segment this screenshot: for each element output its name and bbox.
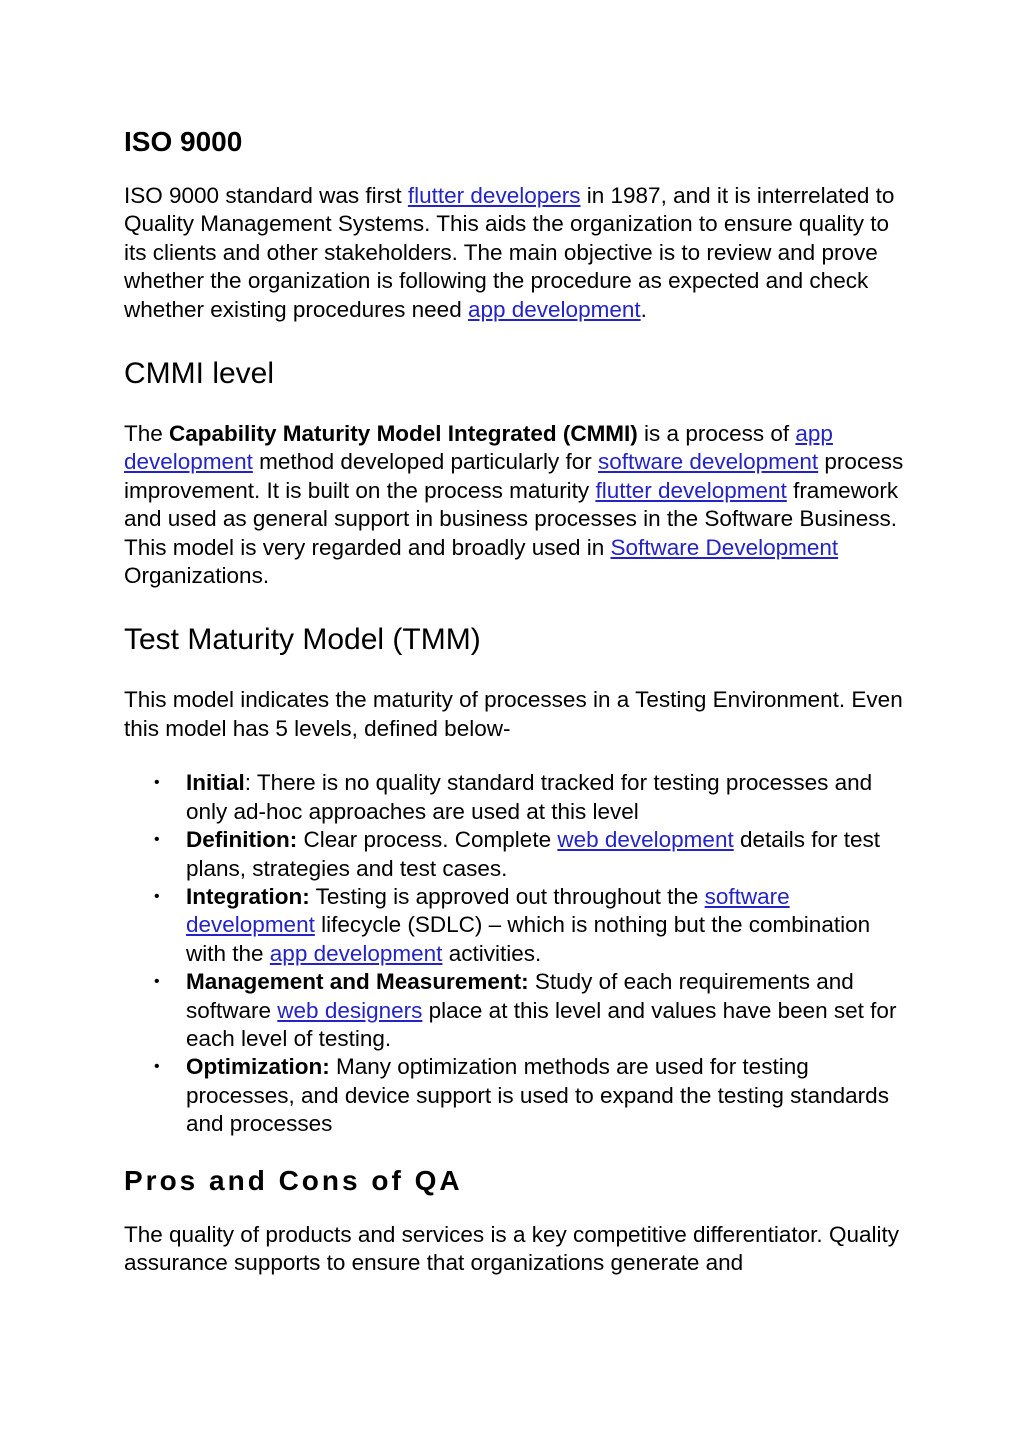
- iso-text-3: .: [640, 296, 647, 322]
- list-item: [124, 769, 914, 826]
- tmm-intro: This model indicates the maturity of processes in a Testing Environment. Even this model has 5 levels, defined below-: [124, 687, 903, 741]
- level-text: place at this level and values have been set for each level of testing.: [186, 997, 897, 1051]
- level-title: Optimization:: [186, 1054, 330, 1080]
- document-content: [124, 122, 914, 1277]
- level-title: Management and Measurement:: [186, 969, 529, 995]
- level-text: activities.: [442, 940, 542, 966]
- link-flutter-development[interactable]: flutter development: [595, 477, 787, 503]
- iso-heading: ISO 9000: [124, 126, 243, 157]
- link-app-development[interactable]: app development: [467, 296, 641, 322]
- level-text: lifecycle (SDLC) – which is nothing but the combination with the: [186, 912, 871, 966]
- level-text: Many optimization methods are used for testing processes, and device support is used to expand the testing standards and processes: [186, 1054, 889, 1137]
- cmmi-text-3: method developed particularly for: [252, 449, 599, 475]
- iso-text-1: ISO 9000 standard was first: [124, 183, 408, 208]
- cmmi-heading: CMMI level: [124, 357, 275, 391]
- level-text: Clear process. Complete: [297, 827, 558, 853]
- cmmi-paragraph: [124, 420, 914, 590]
- pros-cons-heading: Pros and Cons of QA: [124, 1164, 463, 1196]
- cmmi-text-1: The: [124, 421, 170, 447]
- cmmi-text-5: framework and used as general support in business processes in the Software Business. This model is very regarded and broadly used in: [124, 477, 899, 560]
- link-web-development[interactable]: web development: [557, 827, 734, 853]
- pros-paragraph: The quality of products and services is a key competitive differentiator. Quality assurance supports to ensure that organizations generate and: [124, 1221, 899, 1275]
- iso-paragraph: [124, 182, 914, 324]
- list-item: [124, 968, 914, 1053]
- link-app-development[interactable]: app development: [124, 421, 833, 475]
- level-title: Definition:: [186, 827, 298, 853]
- list-item: [124, 826, 914, 883]
- link-flutter-developers[interactable]: flutter developers: [407, 183, 581, 208]
- level-text: Study of each requirements and software: [186, 969, 854, 1023]
- level-text: details for test plans, strategies and test cases.: [186, 827, 881, 881]
- tmm-level-list: [124, 769, 914, 1138]
- level-title: Initial: [186, 770, 245, 796]
- cmmi-bold-term: Capability Maturity Model Integrated (CMMI): [169, 421, 638, 447]
- cmmi-text-4: process improvement. It is built on the process maturity: [124, 449, 904, 503]
- cmmi-text-6: Organizations.: [124, 563, 270, 589]
- link-web-designers[interactable]: web designers: [277, 997, 423, 1023]
- list-item: [124, 883, 914, 968]
- level-text: Testing is approved out throughout the: [309, 883, 705, 909]
- link-software-development-caps[interactable]: Software Development: [610, 534, 839, 560]
- link-software-development[interactable]: software development: [598, 449, 819, 475]
- link-software-development[interactable]: software development: [186, 883, 790, 938]
- level-text: : There is no quality standard tracked for testing processes and only ad-hoc approaches are used at this level: [186, 770, 873, 824]
- link-app-development[interactable]: app development: [269, 940, 443, 966]
- level-title: Integration:: [186, 883, 310, 909]
- iso-text-2: in 1987, and it is interrelated to Quality Management Systems. This aids the organization to ensure quality to its clients and other stakeholders. The main objective is to review and prove whether the organization is following the procedure as expected and check whether existing procedures need: [124, 183, 895, 322]
- tmm-heading: Test Maturity Model (TMM): [124, 623, 481, 657]
- list-item: [124, 1053, 914, 1138]
- cmmi-text-2: is a process of: [637, 421, 796, 447]
